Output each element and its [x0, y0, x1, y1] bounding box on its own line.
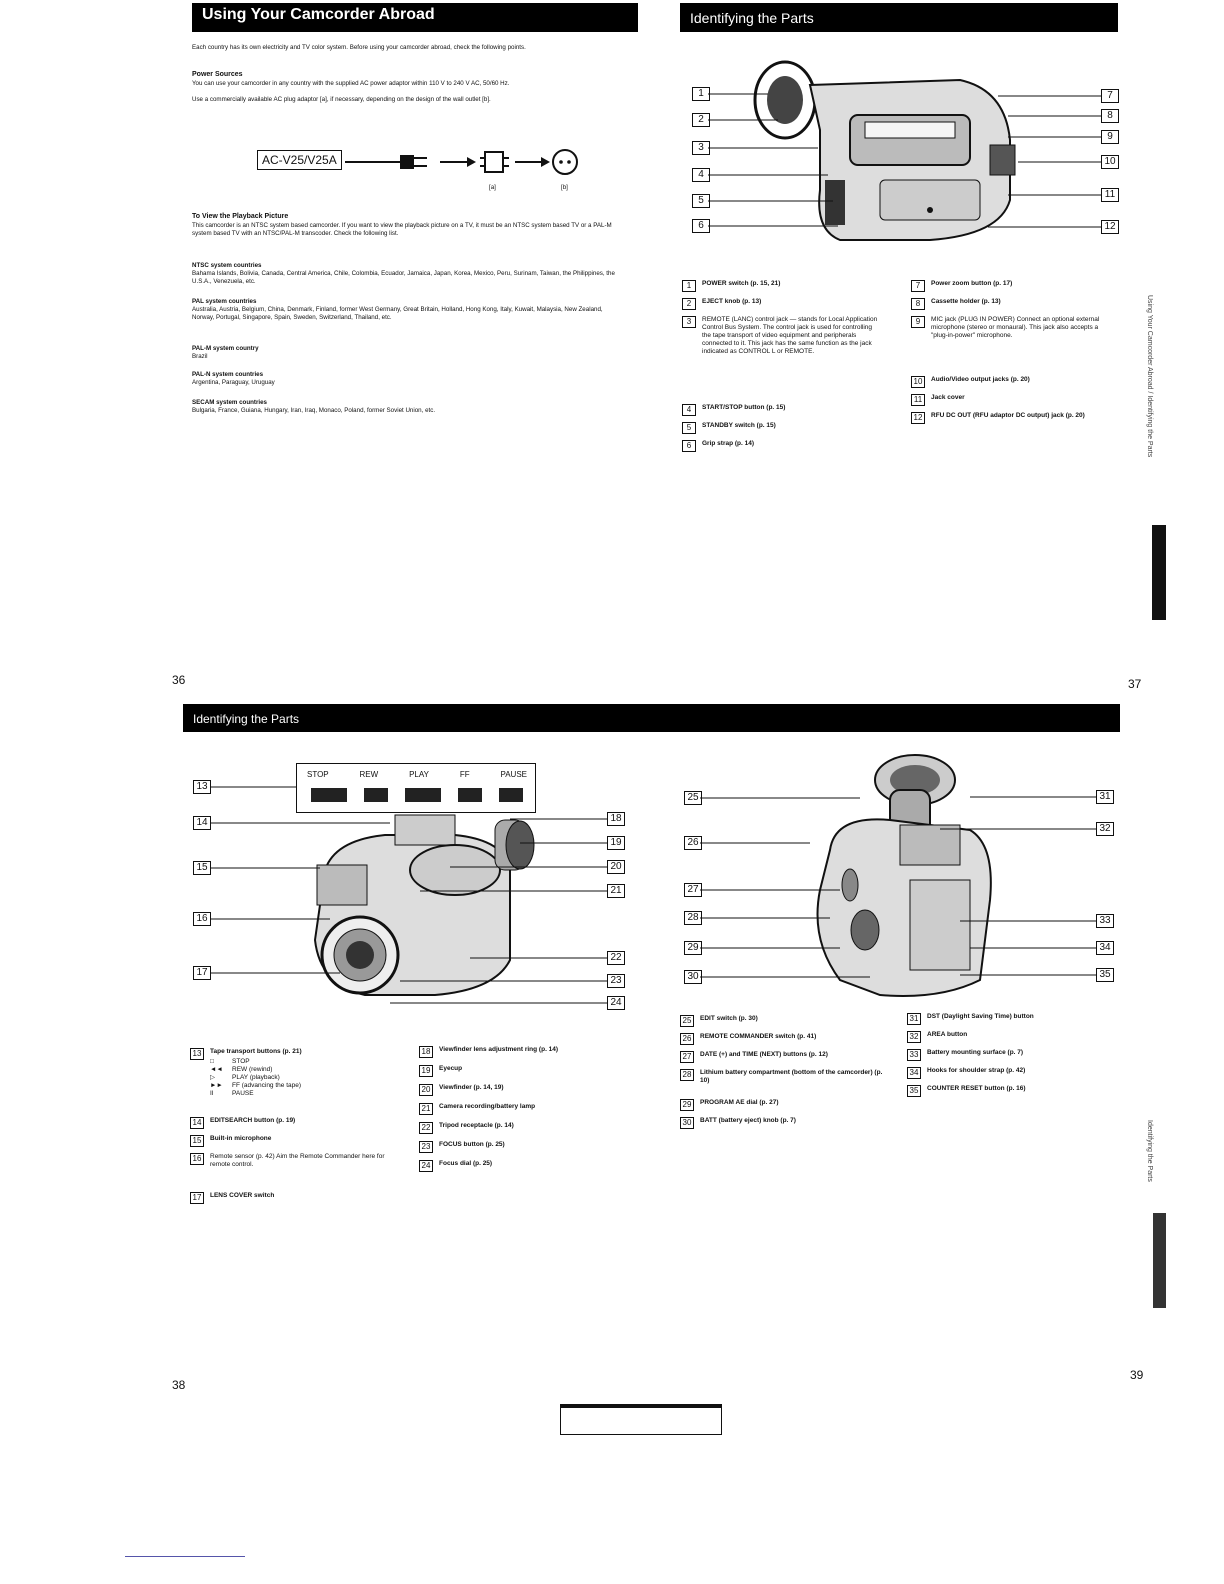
part-item-14: 14 EDITSEARCH button (p. 19): [190, 1117, 410, 1129]
part-item-9: 9 MIC jack (PLUG IN POWER) Connect an optional external microphone (stereo or monaural). This jack also accepts a "plug-in-power" microphone.: [911, 316, 1111, 340]
callout-24: 24: [607, 996, 625, 1010]
part-item-24: 24 Focus dial (p. 25): [419, 1160, 639, 1172]
part-item-16: 16 Remote sensor (p. 42) Aim the Remote Commander here for remote control.: [190, 1153, 410, 1169]
secam-text: Bulgaria, France, Guiana, Hungary, Iran, Iraq, Monaco, Poland, former Soviet Union, etc.: [192, 407, 436, 414]
callout-8: 8: [1101, 109, 1119, 123]
side-text-bottom: Identifying the Parts: [1146, 1120, 1153, 1182]
scan-mark: [560, 1404, 722, 1435]
power-sources-text-2: Use a commercially available AC plug adaptor [a], if necessary, depending on the design of the wall outlet [b].: [192, 96, 491, 103]
side-text-top: Using Your Camcorder Abroad / Identifying the Parts: [1146, 295, 1153, 458]
part-item-6: 6 Grip strap (p. 14): [682, 440, 892, 452]
callout-21: 21: [607, 884, 625, 898]
section-header-abroad: [192, 3, 638, 32]
secam-heading: SECAM system countries: [192, 399, 267, 406]
callout-15: 15: [193, 861, 211, 875]
part-item-10: 10 Audio/Video output jacks (p. 20): [911, 376, 1111, 388]
part-item-30: 30 BATT (battery eject) knob (p. 7): [680, 1117, 900, 1129]
part-item-13: 13 Tape transport buttons (p. 21): [190, 1048, 410, 1060]
section-title-parts-2: Identifying the Parts: [193, 712, 300, 726]
part-item-1: 1 POWER switch (p. 15, 21): [682, 280, 892, 292]
part-item-18: 18 Viewfinder lens adjustment ring (p. 14): [419, 1046, 639, 1058]
part-item-7: 7 Power zoom button (p. 17): [911, 280, 1111, 292]
transport-stop-label: STOP: [307, 770, 329, 779]
callout-lines-bottom-left: [210, 780, 610, 1010]
paln-heading: PAL-N system countries: [192, 371, 264, 378]
part-item-4: 4 START/STOP button (p. 15): [682, 404, 892, 416]
adaptor-label: AC-V25/V25A: [262, 153, 337, 167]
label-b: [b]: [561, 184, 568, 191]
callout-35: 35: [1096, 968, 1114, 982]
page-number-39: 39: [1130, 1368, 1144, 1382]
part-item-25: 25 EDIT switch (p. 30): [680, 1015, 900, 1027]
transport-play-label: PLAY: [409, 770, 429, 779]
part-item-5: 5 STANDBY switch (p. 15): [682, 422, 892, 434]
callout-3: 3: [692, 141, 710, 155]
part-item-28: 28 Lithium battery compartment (bottom of the camcorder) (p. 10): [680, 1069, 900, 1085]
callout-4: 4: [692, 168, 710, 182]
callout-2: 2: [692, 113, 710, 127]
callout-34: 34: [1096, 941, 1114, 955]
callout-lines-top: [708, 90, 1103, 240]
part-item-17: 17 LENS COVER switch: [190, 1192, 410, 1204]
paln-text: Argentina, Paraguay, Uruguay: [192, 379, 275, 386]
part-item-33: 33 Battery mounting surface (p. 7): [907, 1049, 1117, 1061]
part-item-2: 2 EJECT knob (p. 13): [682, 298, 892, 310]
part-item-21: 21 Camera recording/battery lamp: [419, 1103, 639, 1115]
part-item-20: 20 Viewfinder (p. 14, 19): [419, 1084, 639, 1096]
part-item-23: 23 FOCUS button (p. 25): [419, 1141, 639, 1153]
section-title-parts-1: Identifying the Parts: [690, 10, 814, 26]
part-item-15: 15 Built-in microphone: [190, 1135, 410, 1147]
pause-symbol-icon: II: [210, 1090, 214, 1097]
part-item-11: 11 Jack cover: [911, 394, 1111, 406]
part-item-35: 35 COUNTER RESET button (p. 16): [907, 1085, 1117, 1097]
pal-heading: PAL system countries: [192, 298, 257, 305]
page-number-37: 37: [1128, 677, 1142, 691]
pal-text: Australia, Austria, Belgium, China, Denmark, Finland, former West Germany, Great Britain, Holland, Hong Kong, Italy, Kuwait, Malaysia, New Zealand, Norway, Portugal, Singapore, Spain, Sweden, Switzerland, Thailand, etc.: [192, 306, 603, 321]
transport-ff-label: FF: [459, 770, 470, 779]
thumb-tab-bottom: [1153, 1213, 1166, 1308]
callout-11: 11: [1101, 188, 1119, 202]
page-number-36: 36: [172, 673, 186, 687]
plug-adaptor-diagram: [345, 140, 585, 190]
part-item-8: 8 Cassette holder (p. 13): [911, 298, 1111, 310]
part-item-19: 19 Eyecup: [419, 1065, 639, 1077]
callout-28: 28: [684, 911, 702, 925]
callout-12: 12: [1101, 220, 1119, 234]
callout-31: 31: [1096, 790, 1114, 804]
callout-lines-bottom-right: [700, 790, 1100, 990]
callout-20: 20: [607, 860, 625, 874]
section-header-parts-1: [680, 3, 1118, 32]
label-a: [a]: [489, 184, 496, 191]
part-item-29: 29 PROGRAM AE dial (p. 27): [680, 1099, 900, 1111]
ntsc-heading: NTSC system countries: [192, 262, 262, 269]
scan-line: [125, 1556, 245, 1557]
play-symbol-icon: ▷: [210, 1074, 215, 1081]
callout-27: 27: [684, 883, 702, 897]
ntsc-text: Bahama Islands, Bolivia, Canada, Central America, Chile, Colombia, Ecuador, Jamaica, Japan, Korea, Mexico, Peru, Surinam, Taiwan, the Philippines, the U.S.A., Venezuela, etc.: [192, 270, 615, 285]
ff-symbol-icon: ►►: [210, 1082, 223, 1089]
palm-text: Brazil: [192, 353, 208, 360]
part-item-3: 3 REMOTE (LANC) control jack — stands for Local Application Control Bus System. The control jack is used for controlling the tape transport of video equipment and peripherals connected to it. This jack has the same function as the jack indicated as CONTROL L or REMOTE.: [682, 316, 892, 356]
part-item-12: 12 RFU DC OUT (RFU adaptor DC output) jack (p. 20): [911, 412, 1111, 424]
callout-32: 32: [1096, 822, 1114, 836]
power-sources-heading: Power Sources: [192, 71, 243, 78]
callout-14: 14: [193, 816, 211, 830]
callout-9: 9: [1101, 130, 1119, 144]
callout-18: 18: [607, 812, 625, 826]
thumb-tab-top: [1152, 525, 1166, 620]
abroad-intro: Each country has its own electricity and TV color system. Before using your camcorder abroad, check the following points.: [192, 44, 526, 51]
rew-symbol-icon: ◄◄: [210, 1066, 223, 1073]
section-title-abroad: Using Your Camcorder Abroad: [202, 6, 435, 23]
callout-6: 6: [692, 219, 710, 233]
callout-17: 17: [193, 966, 211, 980]
adaptor-label-box: [257, 150, 342, 170]
callout-13: 13: [193, 780, 211, 794]
callout-22: 22: [607, 951, 625, 965]
transport-pause-label: PAUSE: [500, 770, 527, 779]
playback-heading: To View the Playback Picture: [192, 213, 289, 220]
transport-rew-label: REW: [359, 770, 379, 779]
part-item-26: 26 REMOTE COMMANDER switch (p. 41): [680, 1033, 900, 1045]
callout-23: 23: [607, 974, 625, 988]
callout-16: 16: [193, 912, 211, 926]
callout-29: 29: [684, 941, 702, 955]
power-sources-text-1: You can use your camcorder in any country with the supplied AC power adaptor within 110 V to 240 V AC, 50/60 Hz.: [192, 80, 510, 87]
playback-text: This camcorder is an NTSC system based camcorder. If you want to view the playback picture on a TV, it must be an NTSC system based TV or a PAL-M system based TV with an NTSC/PAL-M transcoder. Check the following list.: [192, 222, 612, 237]
part-item-32: 32 AREA button: [907, 1031, 1117, 1043]
callout-5: 5: [692, 194, 710, 208]
callout-7: 7: [1101, 89, 1119, 103]
callout-30: 30: [684, 970, 702, 984]
transport-legend: □ STOP ◄◄ REW (rewind) ▷ PLAY (playback) ►► FF (advancing the tape) II PAUSE: [210, 1058, 302, 1097]
callout-26: 26: [684, 836, 702, 850]
callout-1: 1: [692, 87, 710, 101]
page-number-38: 38: [172, 1378, 186, 1392]
callout-19: 19: [607, 836, 625, 850]
part-item-27: 27 DATE (+) and TIME (NEXT) buttons (p. 12): [680, 1051, 900, 1063]
section-header-parts-2: [183, 704, 1120, 732]
palm-heading: PAL-M system country: [192, 345, 259, 352]
part-item-31: 31 DST (Daylight Saving Time) button: [907, 1013, 1117, 1025]
callout-33: 33: [1096, 914, 1114, 928]
callout-25: 25: [684, 791, 702, 805]
part-item-34: 34 Hooks for shoulder strap (p. 42): [907, 1067, 1117, 1079]
part-item-22: 22 Tripod receptacle (p. 14): [419, 1122, 639, 1134]
callout-10: 10: [1101, 155, 1119, 169]
stop-symbol-icon: □: [210, 1058, 214, 1065]
